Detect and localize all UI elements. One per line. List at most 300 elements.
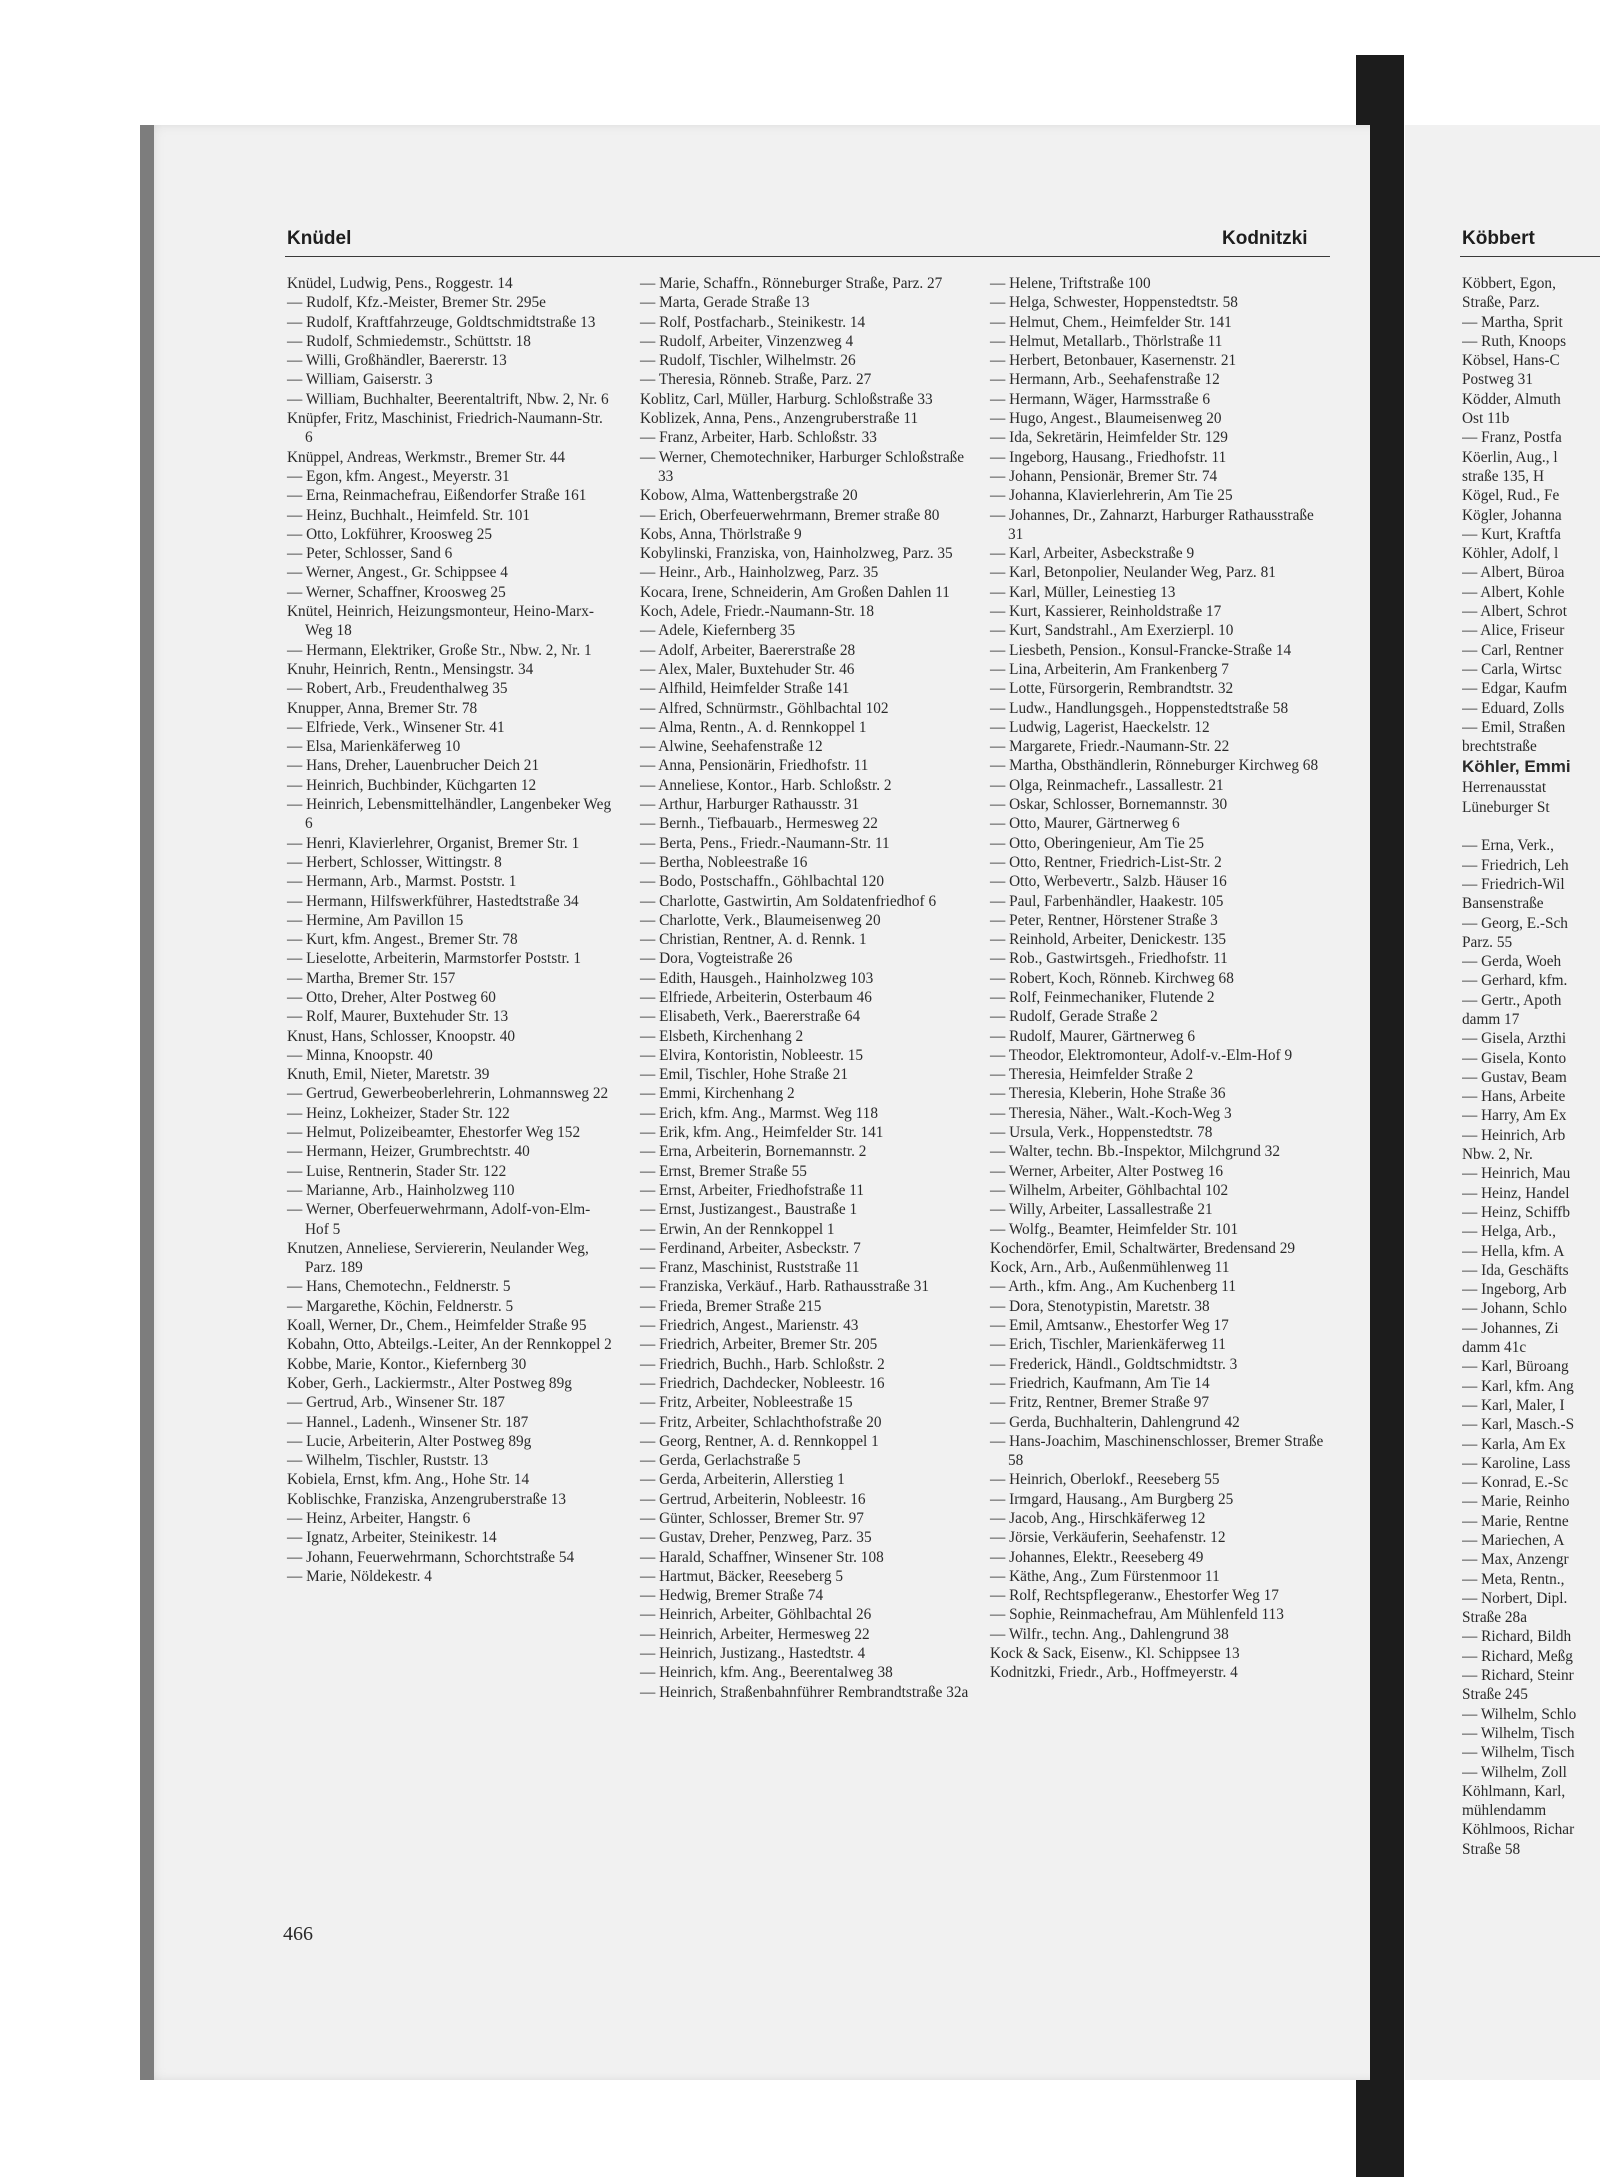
directory-entry: — Rob., Gastwirtsgeh., Friedhofstr. 11 <box>990 950 1228 968</box>
directory-entry: — Elfriede, Arbeiterin, Osterbaum 46 <box>640 988 872 1006</box>
directory-entry: — Heinz, Buchhalt., Heimfeld. Str. 101 <box>287 506 531 524</box>
directory-entry: — Marie, Reinho <box>1462 1493 1570 1511</box>
directory-entry: — Sophie, Reinmachefrau, Am Mühlenfeld 113 <box>990 1606 1284 1624</box>
directory-entry: — Rolf, Rechtspflegeranw., Ehestorfer Weg 17 <box>990 1587 1279 1605</box>
directory-entry: — Ida, Geschäfts <box>1462 1261 1569 1279</box>
directory-entry: — Otto, Oberingenieur, Am Tie 25 <box>990 834 1204 852</box>
directory-entry: — Konrad, E.-Sc <box>1462 1474 1569 1492</box>
directory-entry: — Martha, Obsthändlerin, Rönneburger Kirchweg 68 <box>990 757 1319 775</box>
directory-entry: Köhler, Adolf, l <box>1462 545 1559 563</box>
directory-entry: — Gisela, Konto <box>1462 1049 1567 1067</box>
directory-entry: — Helmut, Polizeibeamter, Ehestorfer Weg 152 <box>287 1124 581 1142</box>
directory-entry: — Adolf, Arbeiter, Baererstraße 28 <box>640 641 856 659</box>
directory-entry: Kocara, Irene, Schneiderin, Am Großen Dahlen 11 <box>640 583 950 601</box>
directory-entry: Koall, Werner, Dr., Chem., Heimfelder Straße 95 <box>287 1317 587 1335</box>
directory-entry: — Frieda, Bremer Straße 215 <box>640 1297 822 1315</box>
directory-entry: — Paul, Farbenhändler, Haakestr. 105 <box>990 892 1224 910</box>
directory-entry: — Hermann, Hilfswerkführer, Hastedtstraße 34 <box>287 892 579 910</box>
directory-entry: — Erna, Verk., <box>1462 837 1554 855</box>
directory-entry: — Alfhild, Heimfelder Straße 141 <box>640 680 850 698</box>
directory-entry: — Karl, kfm. Ang <box>1462 1377 1574 1395</box>
directory-entry: — Erwin, An der Rennkoppel 1 <box>640 1220 835 1238</box>
directory-entry: — Peter, Schlosser, Sand 6 <box>287 545 453 563</box>
directory-entry: — Otto, Werbevertr., Salzb. Häuser 16 <box>990 873 1227 891</box>
directory-entry: — Wilhelm, Schlo <box>1462 1705 1577 1723</box>
directory-entry: — Wilhelm, Tisch <box>1462 1744 1575 1762</box>
directory-entry: Kober, Gerh., Lackiermstr., Alter Postweg 89g <box>287 1374 572 1392</box>
directory-entry: Knütel, Heinrich, Heizungsmonteur, Heino-Marx-Weg 18 <box>287 603 594 640</box>
directory-entry: Kobahn, Otto, Abteilgs.-Leiter, An der Rennkoppel 2 <box>287 1336 612 1354</box>
directory-entry: — Erik, kfm. Ang., Heimfelder Str. 141 <box>640 1124 884 1142</box>
directory-entry: — Willy, Arbeiter, Lassallestraße 21 <box>990 1201 1213 1219</box>
directory-entry: — Reinhold, Arbeiter, Denickestr. 135 <box>990 931 1227 949</box>
directory-entry: — Heinrich, Straßenbahnführer Rembrandtstraße 32a <box>640 1683 969 1701</box>
directory-entry: Kögel, Rud., Fe <box>1462 487 1560 505</box>
directory-entry: straße 135, H <box>1462 467 1544 485</box>
directory-entry: — Käthe, Ang., Zum Fürstenmoor 11 <box>990 1567 1220 1585</box>
running-head-left: Knüdel <box>287 228 352 249</box>
directory-entry: Kodnitzki, Friedr., Arb., Hoffmeyerstr. 4 <box>990 1664 1238 1682</box>
directory-entry: — Richard, Meßg <box>1462 1647 1573 1665</box>
directory-entry: — Kurt, Kraftfa <box>1462 525 1561 543</box>
page-gutter-shadow <box>140 125 154 2080</box>
directory-entry: — Helmut, Chem., Heimfelder Str. 141 <box>990 313 1232 331</box>
directory-entry: — Friedrich, Arbeiter, Bremer Str. 205 <box>640 1336 878 1354</box>
directory-entry: — Emil, Straßen <box>1462 718 1566 736</box>
directory-entry: — Fritz, Arbeiter, Nobleestraße 15 <box>640 1394 853 1412</box>
directory-entry: — Berta, Pens., Friedr.-Naumann-Str. 11 <box>640 834 890 852</box>
directory-entry: — Johann, Schlo <box>1462 1300 1567 1318</box>
directory-entry: — Franz, Maschinist, Ruststraße 11 <box>640 1259 860 1277</box>
directory-entry: — Walter, techn. Bb.-Inspektor, Milchgrund 32 <box>990 1143 1280 1161</box>
directory-entry: — Margarethe, Köchin, Feldnerstr. 5 <box>287 1297 514 1315</box>
directory-entry: — Hans-Joachim, Maschinenschlosser, Bremer Straße 58 <box>990 1432 1324 1470</box>
directory-entry: — Rolf, Postfacharb., Steinikestr. 14 <box>640 313 866 331</box>
directory-entry: — Karl, Büroang <box>1462 1358 1569 1376</box>
directory-entry: Kochendörfer, Emil, Schaltwärter, Bredensand 29 <box>990 1239 1296 1257</box>
directory-entry: — Heinrich, Oberlokf., Reeseberg 55 <box>990 1471 1220 1489</box>
directory-entry: — Gertr., Apoth <box>1462 991 1562 1009</box>
directory-entry: — Heinz, Handel <box>1462 1184 1570 1202</box>
directory-entry: — Karl, Betonpolier, Neulander Weg, Parz. 81 <box>990 564 1276 582</box>
directory-entry: Koch, Adele, Friedr.-Naumann-Str. 18 <box>640 603 875 621</box>
directory-entry: — Marta, Gerade Straße 13 <box>640 294 810 312</box>
directory-entry: — Wilhelm, Zoll <box>1462 1763 1567 1781</box>
directory-entry: Kobs, Anna, Thörlstraße 9 <box>640 525 802 543</box>
directory-entry: — Helene, Triftstraße 100 <box>990 275 1151 292</box>
directory-entry: Koblitz, Carl, Müller, Harburg. Schloßstraße 33 <box>640 390 933 408</box>
directory-entry: — Adele, Kiefernberg 35 <box>640 622 796 640</box>
directory-entry: — Rudolf, Schmiedemstr., Schüttstr. 18 <box>287 332 531 350</box>
directory-entry: — Lina, Arbeiterin, Am Frankenberg 7 <box>990 660 1229 678</box>
directory-entry: — Meta, Rentn., <box>1462 1570 1565 1588</box>
directory-entry: — Norbert, Dipl. <box>1462 1589 1568 1607</box>
directory-entry: — Marie, Rentne <box>1462 1512 1569 1530</box>
directory-entry: — Elisabeth, Verk., Baererstraße 64 <box>640 1008 861 1026</box>
directory-entry: Koblizek, Anna, Pens., Anzengruberstraße 11 <box>640 410 919 428</box>
directory-entry: — Max, Anzengr <box>1462 1551 1569 1569</box>
directory-entry: Kögler, Johanna <box>1462 506 1562 524</box>
directory-entry: — Wilhelm, Arbeiter, Göhlbachtal 102 <box>990 1181 1229 1199</box>
directory-entry: — William, Buchhalter, Beerentaltrift, Nbw. 2, Nr. 6 <box>287 390 609 408</box>
directory-entry: — Heinz, Schiffb <box>1462 1203 1571 1221</box>
directory-entry: — Lieselotte, Arbeiterin, Marmstorfer Poststr. 1 <box>287 950 581 968</box>
directory-entry: — Heinrich, Arbeiter, Hermesweg 22 <box>640 1625 870 1643</box>
directory-entry: — Hans, Dreher, Lauenbrucher Deich 21 <box>287 757 540 775</box>
directory-entry: — Karl, Arbeiter, Asbeckstraße 9 <box>990 545 1195 563</box>
header-rule-next-page <box>1460 256 1600 257</box>
directory-entry: — Olga, Reinmachefr., Lassallestr. 21 <box>990 776 1224 794</box>
directory-entry: Köbbert, Egon, <box>1462 275 1556 292</box>
directory-entry: — Franziska, Verkäuf., Harb. Rathausstraße 31 <box>640 1278 930 1296</box>
directory-entry: — Bodo, Postschaffn., Göhlbachtal 120 <box>640 873 885 891</box>
directory-entry: — Rolf, Feinmechaniker, Flutende 2 <box>990 988 1215 1006</box>
directory-entry: Ost 11b <box>1462 410 1510 428</box>
directory-entry: — Theodor, Elektromonteur, Adolf-v.-Elm-Hof 9 <box>990 1046 1293 1064</box>
directory-entry: — Richard, Steinr <box>1462 1667 1574 1685</box>
directory-entry: — Theresia, Heimfelder Straße 2 <box>990 1066 1194 1084</box>
directory-entry: brechtstraße <box>1462 738 1537 756</box>
directory-entry: — Karl, Masch.-S <box>1462 1416 1575 1434</box>
directory-entry: — Hedwig, Bremer Straße 74 <box>640 1587 824 1605</box>
column-3 <box>990 274 1330 1683</box>
directory-entry: — Jörsie, Verkäuferin, Seehafenstr. 12 <box>990 1529 1226 1547</box>
directory-entry: — Charlotte, Verk., Blaumeisenweg 20 <box>640 911 881 929</box>
directory-entry: Knutzen, Anneliese, Serviererin, Neulander Weg, Parz. 189 <box>287 1239 589 1277</box>
directory-entry: — Gustav, Beam <box>1462 1068 1567 1086</box>
directory-entry: — Robert, Arb., Freudenthalweg 35 <box>287 680 508 698</box>
directory-entry: — Ludw., Handlungsgeh., Hoppenstedtstraße 58 <box>990 699 1289 717</box>
directory-entry: — Ruth, Knoops <box>1462 332 1567 350</box>
directory-entry: — Rolf, Maurer, Buxtehuder Str. 13 <box>287 1008 509 1026</box>
directory-entry <box>1462 817 1600 836</box>
directory-entry: — Günter, Schlosser, Bremer Str. 97 <box>640 1510 864 1527</box>
directory-entry: — Charlotte, Gastwirtin, Am Soldatenfriedhof 6 <box>640 892 937 910</box>
directory-entry: Koblischke, Franziska, Anzengruberstraße 13 <box>287 1490 567 1508</box>
directory-entry: — Hermann, Elektriker, Große Str., Nbw. 2, Nr. 1 <box>287 641 592 659</box>
directory-entry: — Erich, kfm. Ang., Marmst. Weg 118 <box>640 1104 878 1122</box>
directory-entry: — Heinrich, Justizang., Hastedtstr. 4 <box>640 1645 866 1663</box>
header-rule <box>285 256 1330 257</box>
directory-entry: — Heinrich, kfm. Ang., Beerentalweg 38 <box>640 1664 893 1682</box>
directory-entry: — Albert, Kohle <box>1462 583 1565 601</box>
directory-entry: — Richard, Bildh <box>1462 1628 1572 1646</box>
directory-entry: Kobylinski, Franziska, von, Hainholzweg, Parz. 35 <box>640 545 953 563</box>
directory-entry: — Hermine, Am Pavillon 15 <box>287 911 464 929</box>
directory-entry: — Anneliese, Kontor., Harb. Schloßstr. 2 <box>640 776 892 794</box>
directory-entry: — Arth., kfm. Ang., Am Kuchenberg 11 <box>990 1278 1237 1296</box>
directory-entry: — Werner, Angest., Gr. Schippsee 4 <box>287 564 508 582</box>
directory-entry: — Elvira, Kontoristin, Nobleestr. 15 <box>640 1046 864 1064</box>
directory-entry: — Martha, Sprit <box>1462 313 1563 331</box>
directory-entry: — Christian, Rentner, A. d. Rennk. 1 <box>640 931 867 949</box>
directory-entry: Nbw. 2, Nr. <box>1462 1146 1533 1164</box>
directory-entry: — Marie, Nöldekestr. 4 <box>287 1567 432 1585</box>
directory-entry: — Karl, Müller, Leinestieg 13 <box>990 583 1176 601</box>
directory-entry: — Oskar, Schlosser, Bornemannstr. 30 <box>990 796 1228 814</box>
directory-entry: — Ernst, Arbeiter, Friedhofstraße 11 <box>640 1181 864 1199</box>
directory-entry: — Karoline, Lass <box>1462 1454 1571 1472</box>
directory-entry: — Alex, Maler, Buxtehuder Str. 46 <box>640 660 855 678</box>
directory-entry: — Friedrich-Wil <box>1462 875 1565 893</box>
directory-entry: — Ferdinand, Arbeiter, Asbeckstr. 7 <box>640 1239 861 1257</box>
directory-entry: — Friedrich, Angest., Marienstr. 43 <box>640 1317 859 1335</box>
directory-entry: — Edith, Hausgeh., Hainholzweg 103 <box>640 969 874 987</box>
directory-entry: — Ingeborg, Hausang., Friedhofstr. 11 <box>990 448 1227 466</box>
directory-entry: — Hermann, Arb., Seehafenstraße 12 <box>990 371 1220 389</box>
directory-entry: — Johann, Pensionär, Bremer Str. 74 <box>990 467 1218 485</box>
directory-entry: — Helmut, Metallarb., Thörlstraße 11 <box>990 332 1223 350</box>
directory-entry: — William, Gaiserstr. 3 <box>287 371 433 389</box>
directory-entry: — Rudolf, Kraftfahrzeuge, Goldtschmidtstraße 13 <box>287 313 596 331</box>
directory-entry: mühlendamm <box>1462 1802 1547 1820</box>
directory-entry: — Elsa, Marienkäferweg 10 <box>287 738 461 756</box>
directory-entry: — Mariechen, A <box>1462 1532 1565 1549</box>
directory-entry: — Carla, Wirtsc <box>1462 660 1562 678</box>
directory-entry: — Rudolf, Gerade Straße 2 <box>990 1008 1158 1026</box>
directory-entry: — Egon, kfm. Angest., Meyerstr. 31 <box>287 467 510 485</box>
directory-entry: — Albert, Büroa <box>1462 564 1565 582</box>
directory-entry: Köerlin, Aug., l <box>1462 448 1558 466</box>
directory-entry: — Otto, Rentner, Friedrich-List-Str. 2 <box>990 853 1222 871</box>
directory-entry: Köhlmann, Karl, <box>1462 1782 1566 1800</box>
directory-entry: — Liesbeth, Pension., Konsul-Francke-Straße 14 <box>990 641 1292 659</box>
directory-entry: — Hans, Chemotechn., Feldnerstr. 5 <box>287 1278 511 1296</box>
directory-entry: Knüppel, Andreas, Werkmstr., Bremer Str. 44 <box>287 448 566 466</box>
column-1 <box>287 274 614 1586</box>
directory-entry: — Elsbeth, Kirchenhang 2 <box>640 1027 804 1045</box>
directory-entry: Köhlmoos, Richar <box>1462 1821 1575 1839</box>
directory-entry: — Lotte, Fürsorgerin, Rembrandtstr. 32 <box>990 680 1234 698</box>
directory-entry: — Franz, Postfa <box>1462 429 1562 447</box>
directory-entry: — Otto, Lokführer, Kroosweg 25 <box>287 525 493 543</box>
directory-entry: — Hannel., Ladenh., Winsener Str. 187 <box>287 1413 529 1431</box>
directory-entry: — Eduard, Zolls <box>1462 699 1565 717</box>
directory-entry: Straße, Parz. <box>1462 294 1540 312</box>
directory-entry: Ködder, Almuth <box>1462 390 1561 408</box>
directory-entry: — Friedrich, Leh <box>1462 856 1569 874</box>
directory-entry: — Erna, Arbeiterin, Bornemannstr. 2 <box>640 1143 867 1161</box>
directory-entry: Kobow, Alma, Wattenbergstraße 20 <box>640 487 858 505</box>
directory-entry: — Gerda, Buchhalterin, Dahlengrund 42 <box>990 1413 1240 1431</box>
directory-entry: — Hermann, Heizer, Grumbrechtstr. 40 <box>287 1143 530 1161</box>
directory-entry: — Werner, Oberfeuerwehrmann, Adolf-von-Elm-Hof 5 <box>287 1201 591 1238</box>
directory-entry: — Werner, Schaffner, Kroosweg 25 <box>287 583 506 601</box>
directory-entry: Knüdel, Ludwig, Pens., Roggestr. 14 <box>287 275 513 292</box>
directory-entry: Kobiela, Ernst, kfm. Ang., Hohe Str. 14 <box>287 1471 530 1489</box>
directory-entry: — Gertrud, Arb., Winsener Str. 187 <box>287 1394 505 1412</box>
directory-entry: — Ida, Sekretärin, Heimfelder Str. 129 <box>990 429 1228 447</box>
directory-entry: — Ludwig, Lagerist, Haeckelstr. 12 <box>990 718 1210 736</box>
directory-entry: Kobbe, Marie, Kontor., Kiefernberg 30 <box>287 1355 527 1373</box>
directory-entry: — Theresia, Rönneb. Straße, Parz. 27 <box>640 371 872 389</box>
directory-entry: — Hans, Arbeite <box>1462 1088 1566 1106</box>
directory-entry: — Wilhelm, Tischler, Ruststr. 13 <box>287 1452 489 1470</box>
directory-entry: — Bertha, Nobleestraße 16 <box>640 853 808 871</box>
directory-entry: — Erich, Oberfeuerwehrmann, Bremer straße 80 <box>640 506 940 524</box>
directory-entry: — Dora, Stenotypistin, Maretstr. 38 <box>990 1297 1210 1315</box>
directory-entry: — Helga, Schwester, Hoppenstedtstr. 58 <box>990 294 1238 312</box>
directory-entry: — Karla, Am Ex <box>1462 1435 1566 1453</box>
directory-entry: — Jacob, Ang., Hirschkäferweg 12 <box>990 1510 1206 1527</box>
directory-entry: Straße 28a <box>1462 1609 1527 1627</box>
column-2 <box>640 274 970 1702</box>
directory-entry: — Werner, Chemotechniker, Harburger Schloßstraße 33 <box>640 448 965 485</box>
directory-entry: — Gisela, Arzthi <box>1462 1030 1567 1048</box>
directory-entry: — Gustav, Dreher, Penzweg, Parz. 35 <box>640 1529 872 1547</box>
directory-entry: — Marianne, Arb., Hainholzweg 110 <box>287 1181 515 1199</box>
directory-entry: Knüpfer, Fritz, Maschinist, Friedrich-Naumann-Str. 6 <box>287 410 603 447</box>
directory-entry: — Gerda, Woeh <box>1462 953 1562 971</box>
directory-entry: Knuhr, Heinrich, Rentn., Mensingstr. 34 <box>287 660 534 678</box>
directory-entry: — Johann, Feuerwehrmann, Schorchtstraße 54 <box>287 1548 575 1566</box>
directory-entry: — Karl, Maler, I <box>1462 1396 1565 1414</box>
directory-entry: — Hugo, Angest., Blaumeisenweg 20 <box>990 410 1222 428</box>
directory-entry: — Irmgard, Hausang., Am Burgberg 25 <box>990 1490 1234 1508</box>
directory-entry: — Ernst, Bremer Straße 55 <box>640 1162 807 1180</box>
directory-entry: — Wilhelm, Tisch <box>1462 1724 1575 1742</box>
directory-entry: Kock, Arn., Arb., Außenmühlenweg 11 <box>990 1259 1230 1277</box>
directory-entry: — Hella, kfm. A <box>1462 1242 1565 1260</box>
directory-entry: — Alice, Friseur <box>1462 622 1565 640</box>
directory-entry: — Friedrich, Kaufmann, Am Tie 14 <box>990 1374 1210 1392</box>
directory-entry: — Rudolf, Arbeiter, Vinzenzweg 4 <box>640 332 854 350</box>
directory-entry: — Theresia, Näher., Walt.-Koch-Weg 3 <box>990 1104 1232 1122</box>
directory-entry: — Albert, Schrot <box>1462 603 1567 621</box>
directory-entry: — Werner, Arbeiter, Alter Postweg 16 <box>990 1162 1224 1180</box>
directory-entry: Bansenstraße <box>1462 895 1544 913</box>
running-head-right: Kodnitzki <box>1222 228 1308 249</box>
directory-entry: — Gertrud, Arbeiterin, Nobleestr. 16 <box>640 1490 866 1508</box>
directory-entry: — Theresia, Kleberin, Hohe Straße 36 <box>990 1085 1226 1103</box>
directory-entry: — Georg, Rentner, A. d. Rennkoppel 1 <box>640 1432 879 1450</box>
directory-entry: — Martha, Bremer Str. 157 <box>287 969 456 987</box>
directory-entry: — Arthur, Harburger Rathausstr. 31 <box>640 796 860 814</box>
directory-entry: — Fritz, Rentner, Bremer Straße 97 <box>990 1394 1210 1412</box>
directory-entry: — Lucie, Arbeiterin, Alter Postweg 89g <box>287 1432 532 1450</box>
directory-entry: — Erich, Tischler, Marienkäferweg 11 <box>990 1336 1226 1354</box>
directory-entry: — Harald, Schaffner, Winsener Str. 108 <box>640 1548 884 1566</box>
directory-entry: — Johanna, Klavierlehrerin, Am Tie 25 <box>990 487 1233 505</box>
directory-entry: Knust, Hans, Schlosser, Knoopstr. 40 <box>287 1027 515 1045</box>
directory-entry: Köbsel, Hans-C <box>1462 352 1560 370</box>
directory-entry: — Hartmut, Bäcker, Reeseberg 5 <box>640 1567 843 1585</box>
directory-entry: — Minna, Knoopstr. 40 <box>287 1046 433 1064</box>
directory-entry: — Kurt, Kassierer, Reinholdstraße 17 <box>990 603 1222 621</box>
directory-entry: — Otto, Dreher, Alter Postweg 60 <box>287 988 496 1006</box>
directory-entry: — Emmi, Kirchenhang 2 <box>640 1085 795 1103</box>
directory-entry: — Edgar, Kaufm <box>1462 680 1568 698</box>
column-next-page <box>1462 274 1600 1859</box>
directory-entry: — Alwine, Seehafenstraße 12 <box>640 738 823 756</box>
directory-entry: damm 17 <box>1462 1010 1520 1028</box>
directory-entry: — Erna, Reinmachefrau, Eißendorfer Straße 161 <box>287 487 587 505</box>
directory-entry: — Marie, Schaffn., Rönneburger Straße, Parz. 27 <box>640 275 943 292</box>
directory-entry: — Willi, Großhändler, Baererstr. 13 <box>287 352 507 370</box>
page-number: 466 <box>283 1923 313 1945</box>
directory-entry: — Luise, Rentnerin, Stader Str. 122 <box>287 1162 507 1180</box>
directory-entry: — Harry, Am Ex <box>1462 1107 1567 1125</box>
directory-entry: — Ursula, Verk., Hoppenstedtstr. 78 <box>990 1124 1213 1142</box>
directory-entry: — Heinrich, Buchbinder, Küchgarten 12 <box>287 776 537 794</box>
directory-entry: — Anna, Pensionärin, Friedhofstr. 11 <box>640 757 869 775</box>
directory-entry: — Ingeborg, Arb <box>1462 1281 1567 1299</box>
directory-entry: — Hermann, Wäger, Harmsstraße 6 <box>990 390 1210 408</box>
directory-entry: Köhler, Emmi <box>1462 757 1571 777</box>
directory-entry: — Rudolf, Kfz.-Meister, Bremer Str. 295e <box>287 294 546 312</box>
directory-entry: — Ernst, Justizangest., Baustraße 1 <box>640 1201 858 1219</box>
directory-entry: — Peter, Rentner, Hörstener Straße 3 <box>990 911 1218 929</box>
directory-entry: — Heinz, Lokheizer, Stader Str. 122 <box>287 1104 510 1122</box>
directory-entry: — Emil, Tischler, Hohe Straße 21 <box>640 1066 849 1084</box>
directory-entry: — Wolfg., Beamter, Heimfelder Str. 101 <box>990 1220 1239 1238</box>
directory-entry: — Rudolf, Maurer, Gärtnerweg 6 <box>990 1027 1195 1045</box>
directory-entry: — Herbert, Schlosser, Wittingstr. 8 <box>287 853 502 871</box>
directory-entry: — Ignatz, Arbeiter, Steinikestr. 14 <box>287 1529 497 1547</box>
directory-entry: Postweg 31 <box>1462 371 1533 389</box>
directory-entry: — Johannes, Elektr., Reeseberg 49 <box>990 1548 1204 1566</box>
directory-entry: — Alfred, Schnürmstr., Göhlbachtal 102 <box>640 699 889 717</box>
directory-entry: damm 41c <box>1462 1339 1527 1357</box>
directory-entry: — Franz, Arbeiter, Harb. Schloßstr. 33 <box>640 429 877 447</box>
directory-entry: — Gerda, Arbeiterin, Allerstieg 1 <box>640 1471 845 1489</box>
directory-entry: — Herbert, Betonbauer, Kasernenstr. 21 <box>990 352 1237 370</box>
directory-entry: — Bernh., Tiefbauarb., Hermesweg 22 <box>640 815 878 833</box>
directory-entry: — Gerda, Gerlachstraße 5 <box>640 1452 801 1470</box>
directory-entry: Herrenausstat <box>1462 779 1547 797</box>
directory-entry: Knuth, Emil, Nieter, Maretstr. 39 <box>287 1066 490 1084</box>
directory-entry: — Friedrich, Dachdecker, Nobleestr. 16 <box>640 1374 885 1392</box>
directory-entry: — Georg, E.-Sch <box>1462 914 1568 932</box>
directory-entry: — Henri, Klavierlehrer, Organist, Bremer Str. 1 <box>287 834 580 852</box>
directory-entry: Lüneburger St <box>1462 798 1550 816</box>
directory-entry: — Hermann, Arb., Marmst. Poststr. 1 <box>287 873 517 891</box>
directory-entry: — Wilfr., techn. Ang., Dahlengrund 38 <box>990 1625 1229 1643</box>
directory-entry: — Heinrich, Arbeiter, Göhlbachtal 26 <box>640 1606 872 1624</box>
directory-entry: — Carl, Rentner <box>1462 641 1564 659</box>
directory-entry: — Rudolf, Tischler, Wilhelmstr. 26 <box>640 352 856 370</box>
directory-entry: Straße 245 <box>1462 1686 1528 1704</box>
directory-entry: — Gerhard, kfm. <box>1462 972 1568 990</box>
directory-entry: — Elfriede, Verk., Winsener Str. 41 <box>287 718 505 736</box>
directory-entry: — Heinrich, Mau <box>1462 1165 1571 1183</box>
directory-entry: — Dora, Vogteistraße 26 <box>640 950 793 968</box>
directory-entry: — Heinz, Arbeiter, Hangstr. 6 <box>287 1510 471 1527</box>
directory-entry: — Alma, Rentn., A. d. Rennkoppel 1 <box>640 718 867 736</box>
directory-entry: — Kurt, kfm. Angest., Bremer Str. 78 <box>287 931 518 949</box>
directory-entry: — Heinrich, Arb <box>1462 1126 1566 1144</box>
directory-entry: — Friedrich, Buchh., Harb. Schloßstr. 2 <box>640 1355 885 1373</box>
directory-entry: Knupper, Anna, Bremer Str. 78 <box>287 699 478 717</box>
directory-entry: — Emil, Amtsanw., Ehestorfer Weg 17 <box>990 1317 1229 1335</box>
directory-entry: — Frederick, Händl., Goldtschmidtstr. 3 <box>990 1355 1238 1373</box>
directory-entry: Straße 58 <box>1462 1840 1521 1858</box>
directory-entry: Parz. 55 <box>1462 933 1513 951</box>
directory-entry: — Otto, Maurer, Gärtnerweg 6 <box>990 815 1180 833</box>
directory-entry: — Heinr., Arb., Hainholzweg, Parz. 35 <box>640 564 879 582</box>
directory-entry: — Johannes, Dr., Zahnarzt, Harburger Rathausstraße 31 <box>990 506 1314 543</box>
directory-entry: — Helga, Arb., <box>1462 1223 1556 1241</box>
directory-entry: — Heinrich, Lebensmittelhändler, Langenbeker Weg 6 <box>287 796 612 833</box>
directory-entry: Kock & Sack, Eisenw., Kl. Schippsee 13 <box>990 1645 1240 1663</box>
directory-entry: — Margarete, Friedr.-Naumann-Str. 22 <box>990 738 1230 756</box>
running-head-next-page: Köbbert <box>1462 228 1535 249</box>
directory-entry: — Gertrud, Gewerbeoberlehrerin, Lohmannsweg 22 <box>287 1085 609 1103</box>
directory-entry: — Kurt, Sandstrahl., Am Exerzierpl. 10 <box>990 622 1234 640</box>
directory-entry: — Robert, Koch, Rönneb. Kirchweg 68 <box>990 969 1234 987</box>
directory-entry: — Fritz, Arbeiter, Schlachthofstraße 20 <box>640 1413 882 1431</box>
directory-entry: — Johannes, Zi <box>1462 1319 1559 1337</box>
